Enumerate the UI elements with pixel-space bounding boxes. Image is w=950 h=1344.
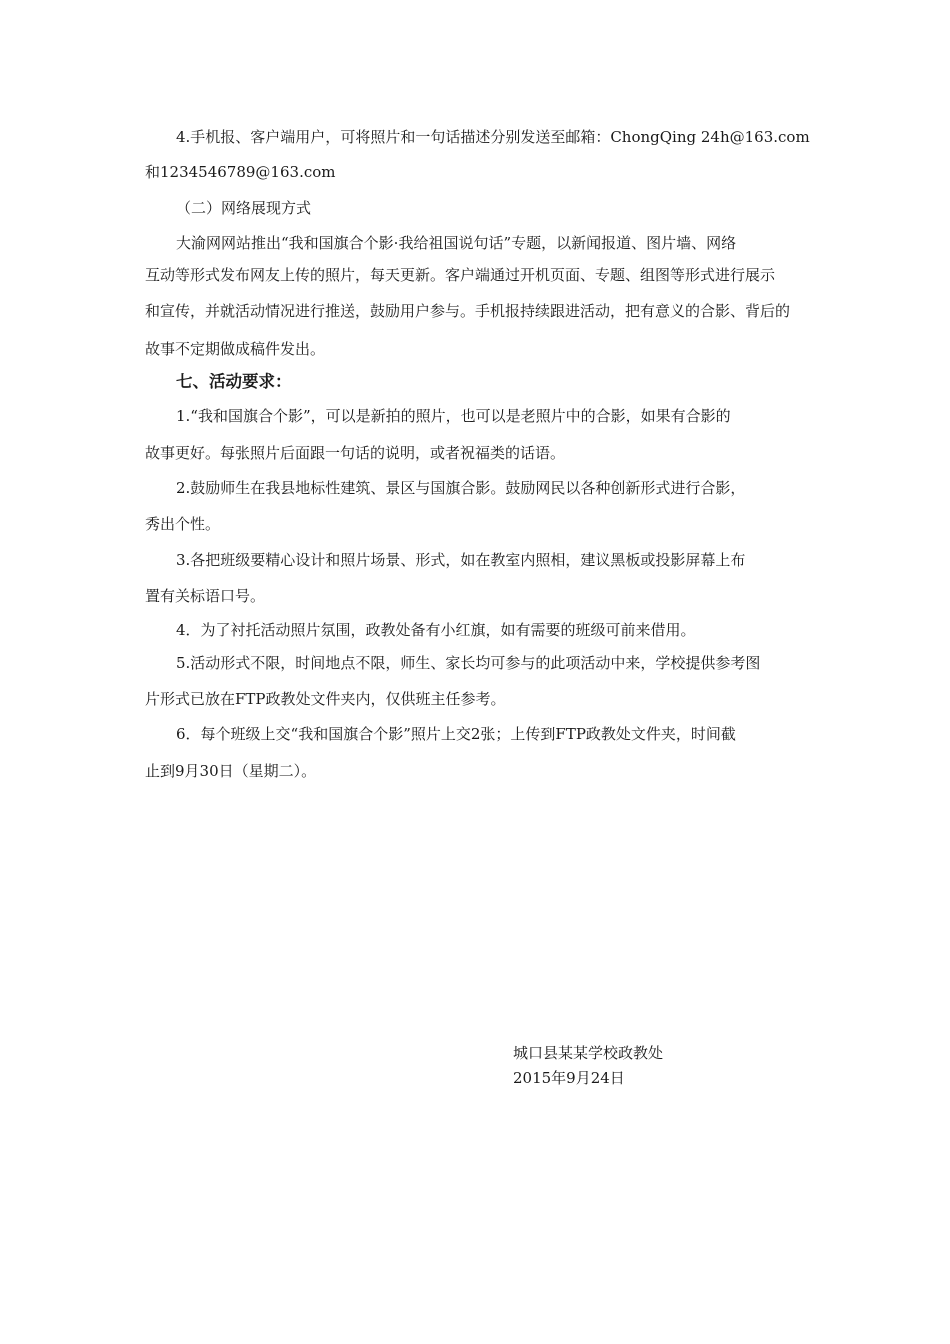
req2-line2: 秀出个性。 bbox=[145, 515, 221, 533]
online-para-line2: 互动等形式发布网友上传的照片，每天更新。客户端通过开机页面、专题、组图等形式进行展示 bbox=[145, 266, 776, 284]
req1-line2: 故事更好。每张照片后面跟一句话的说明，或者祝福类的话语。 bbox=[145, 444, 566, 462]
req6-line2: 止到9月30日（星期二）。 bbox=[145, 762, 317, 780]
req4-line1: 4．为了衬托活动照片氛围，政教处备有小红旗，如有需要的班级可前来借用。 bbox=[176, 621, 696, 639]
req1-line1: 1.“我和国旗合个影”，可以是新拍的照片，也可以是老照片中的合影，如果有合影的 bbox=[176, 407, 731, 425]
signature-organization: 城口县某某学校政教处 bbox=[513, 1044, 664, 1062]
item4-line2: 和1234546789@163.com bbox=[145, 163, 336, 181]
subheading-online-display: （二）网络展现方式 bbox=[176, 199, 312, 217]
req2-line1: 2.鼓励师生在我县地标性建筑、景区与国旗合影。鼓励网民以各种创新形式进行合影， bbox=[176, 479, 746, 497]
req5-line2: 片形式已放在FTP政教处文件夹内，仅供班主任参考。 bbox=[145, 690, 506, 708]
online-para-line4: 故事不定期做成稿件发出。 bbox=[145, 340, 326, 358]
req5-line1: 5.活动形式不限，时间地点不限，师生、家长均可参与的此项活动中来，学校提供参考图 bbox=[176, 654, 761, 672]
online-para-line1: 大渝网网站推出“我和国旗合个影·我给祖国说句话”专题，以新闻报道、图片墙、网络 bbox=[176, 234, 737, 252]
req3-line1: 3.各把班级要精心设计和照片场景、形式，如在教室内照相，建议黑板或投影屏幕上布 bbox=[176, 551, 746, 569]
item4-line1: 4.手机报、客户端用户，可将照片和一句话描述分别发送至邮箱：ChongQing 24h@163.com bbox=[176, 128, 810, 146]
requirements-heading: 七、活动要求： bbox=[176, 372, 292, 391]
req3-line2: 置有关标语口号。 bbox=[145, 587, 266, 605]
online-para-line3: 和宣传，并就活动情况进行推送，鼓励用户参与。手机报持续跟进活动，把有意义的合影、背后的 bbox=[145, 302, 791, 320]
req6-line1: 6．每个班级上交“我和国旗合个影”照片上交2张；上传到FTP政教处文件夹，时间截 bbox=[176, 725, 736, 743]
signature-date: 2015年9月24日 bbox=[513, 1069, 625, 1087]
